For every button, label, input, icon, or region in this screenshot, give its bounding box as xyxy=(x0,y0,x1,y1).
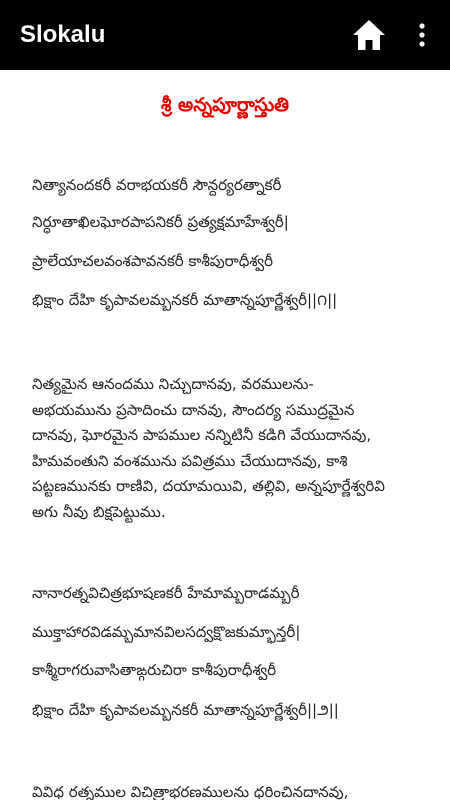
verse1-line-4: భిక్షాం దేహి కృపావలమ్బనకరీ మాతాన్నపూర్ణేశ్వరీ||౧|| xyxy=(32,291,338,309)
verse1-line-3: ప్రాలేయాచలవంశపావనకరీ కాశీపురాధీశ్వరీ xyxy=(32,252,273,270)
home-button[interactable] xyxy=(351,18,387,52)
verse1-line-1: నిత్యానందకరీ వరాభయకరీ సౌన్దర్యరత్నాకరీ xyxy=(32,176,282,194)
meaning1-line-5: పట్టణమునకు రాణివి, దయామయివి, తల్లివి, అన్నపూర్ణేశ్వరివి xyxy=(32,477,385,495)
sloka-content xyxy=(0,70,450,800)
meaning1-line-6: అగు నీవు బిక్షపెట్టుము. xyxy=(32,502,166,521)
verse2-line-1: నానారత్నవిచిత్రభూషణకరీ హేమామ్బరాడమ్బరీ xyxy=(32,584,300,602)
verse1-line-2: నిర్ధూతాఖిలఘోరపాపనికరీ ప్రత్యక్షమాహేశ్వరీ| xyxy=(32,213,289,231)
home-icon xyxy=(351,18,387,52)
verse2-line-3: కాశ్మీరాగరువాసితాఙ్గరుచిరా కాశీపురాధీశ్వరీ xyxy=(32,661,277,679)
sloka-title: శ్రీ అన్నపూర్ణాస్తుతి xyxy=(160,94,290,116)
verse1-meaning xyxy=(32,372,432,525)
verse2-line-4: భిక్షాం దేహి కృపావలమ్బనకరీ మాతాన్నపూర్ణేశ్వరీ||౨|| xyxy=(32,701,339,719)
meaning1-line-2: అభయమును ప్రసాదించు దానవు, సౌందర్య సముద్రమైన xyxy=(32,400,355,419)
meaning1-line-3: దానవు, ఘోరమైన పాపముల నన్నిటినీ కడిగి వేయుదానవు, xyxy=(32,426,372,444)
meaning1-line-1: నిత్యమైన ఆనందము నిచ్చుదానవు, వరములను- xyxy=(32,375,314,393)
more-vert-icon xyxy=(412,20,432,50)
app-bar xyxy=(0,0,450,70)
app-title: Slokalu xyxy=(20,21,106,48)
meaning2-line-1: వివిధ రత్నముల విచిత్రాభరణములను ధరించినదానవు, xyxy=(32,783,349,800)
meaning1-line-4: హిమవంతుని వంశమును పవిత్రము చేయుదానవు, కాశి xyxy=(32,451,348,470)
verse2-line-2: ముక్తాహారవిడమ్బమానవిలసద్వక్షొజకుమ్భాన్తరీ| xyxy=(32,623,301,641)
overflow-menu-button[interactable] xyxy=(412,20,432,50)
